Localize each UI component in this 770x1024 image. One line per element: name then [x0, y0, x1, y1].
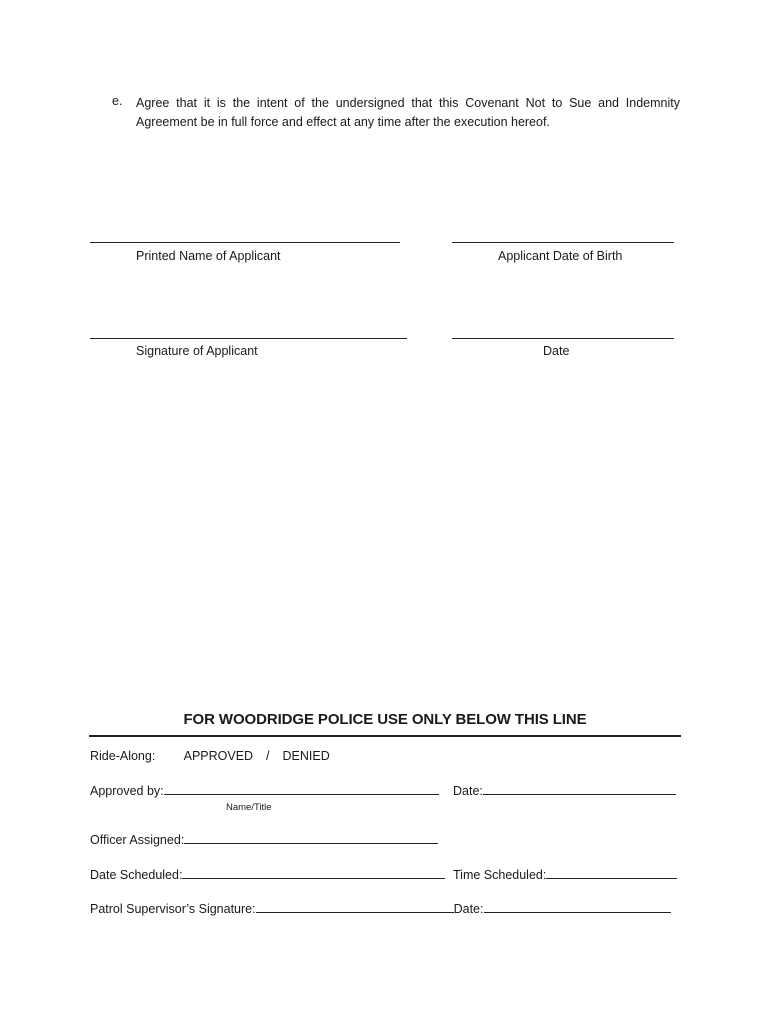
- signature-line[interactable]: [90, 338, 407, 339]
- approved-option[interactable]: APPROVED: [183, 749, 254, 763]
- patrol-supervisor-row: [90, 901, 671, 916]
- option-separator: /: [266, 749, 270, 763]
- ride-along-label: Ride-Along:: [90, 749, 156, 763]
- supervisor-date-label: Date:: [453, 902, 484, 916]
- dob-line[interactable]: [452, 242, 674, 243]
- date-scheduled-row: [90, 867, 445, 882]
- date-line[interactable]: [452, 338, 674, 339]
- item-text: Agree that it is the intent of the undersigned that this Covenant Not to Sue and Indemnity Agreement be in full force and effect at any time after the execution hereof.: [136, 96, 680, 129]
- ride-along-row: [90, 749, 330, 763]
- time-scheduled-row: [453, 867, 677, 882]
- printed-name-caption: Printed Name of Applicant: [136, 249, 281, 263]
- approved-by-field[interactable]: [164, 783, 439, 795]
- approved-by-row: [90, 783, 439, 798]
- date-scheduled-field[interactable]: [182, 867, 445, 879]
- patrol-supervisor-field[interactable]: [256, 901, 454, 913]
- supervisor-date-field[interactable]: [484, 901, 671, 913]
- date-caption: Date: [543, 344, 570, 358]
- approved-by-sublabel: Name/Title: [226, 802, 272, 813]
- section-divider: [89, 735, 681, 737]
- approval-date-label: Date:: [453, 784, 483, 798]
- printed-name-line[interactable]: [90, 242, 400, 243]
- approval-date-field[interactable]: [483, 783, 676, 795]
- date-scheduled-label: Date Scheduled:: [90, 868, 183, 882]
- patrol-supervisor-label: Patrol Supervisor’s Signature:: [90, 902, 256, 916]
- officer-assigned-row: [90, 832, 438, 847]
- dob-caption: Applicant Date of Birth: [498, 249, 623, 263]
- police-section-heading: FOR WOODRIDGE POLICE USE ONLY BELOW THIS LINE: [183, 711, 587, 728]
- time-scheduled-field[interactable]: [546, 867, 677, 879]
- time-scheduled-label: Time Scheduled:: [453, 868, 547, 882]
- approved-by-label: Approved by:: [90, 784, 164, 798]
- approval-date-row: [453, 783, 676, 798]
- item-letter: e.: [112, 94, 123, 108]
- officer-assigned-label: Officer Assigned:: [90, 833, 185, 847]
- officer-assigned-field[interactable]: [184, 832, 438, 844]
- denied-option[interactable]: DENIED: [282, 749, 330, 763]
- signature-caption: Signature of Applicant: [136, 344, 258, 358]
